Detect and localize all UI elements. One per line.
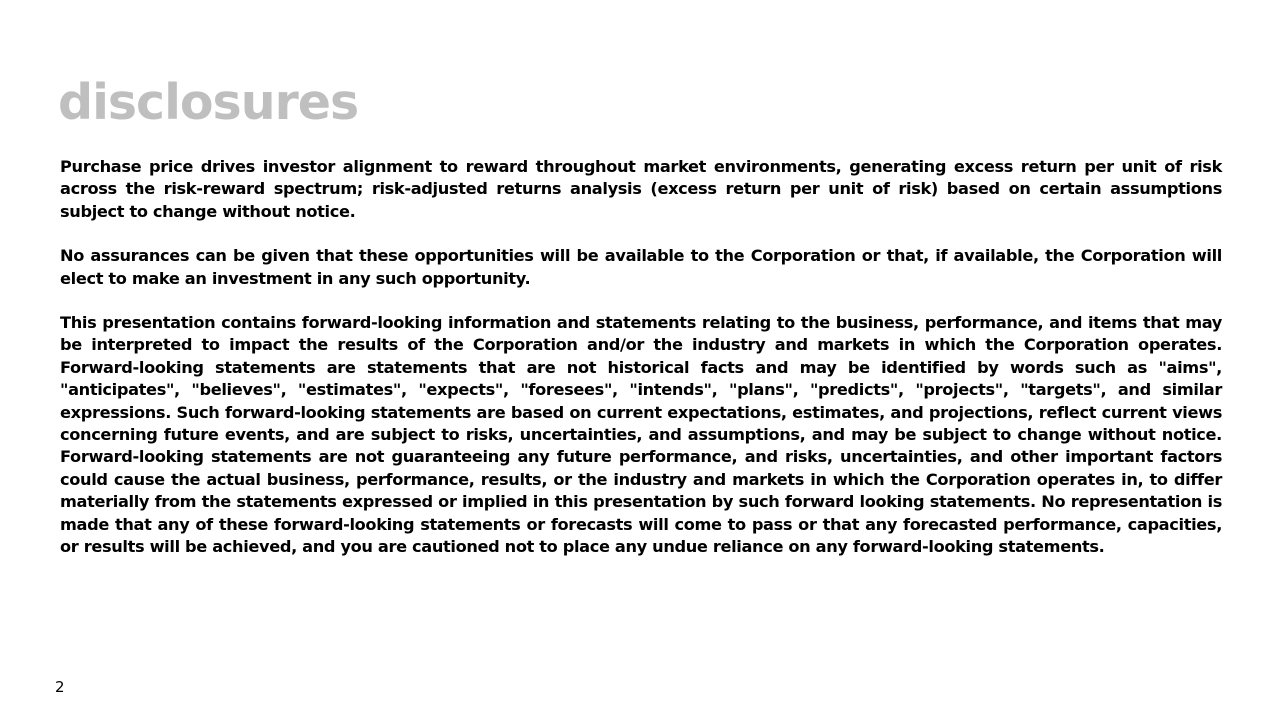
disclosure-paragraph-forward-looking: This presentation contains forward-looking information and statements relating to the business, performance, and items that may be interpreted to impact the results of the Corporation and/or the industry and markets in which the Corporation operates. Forward-looking statements are statements that are not historical facts and may be identified by words such as "aims", "anticipates", "believes", "estimates", "expects", "foresees", "intends", "plans", "predicts", "projects", "targets", and similar expressions. Such forward-looking statements are based on current expectations, estimates, and projections, reflect current views concerning future events, and are subject to risks, uncertainties, and assumptions, and may be subject to change without notice. Forward-looking statements are not guaranteeing any future performance, and risks, uncertainties, and other important factors could cause the actual business, performance, results, or the industry and markets in which the Corporation operates in, to differ materially from the statements expressed or implied in this presentation by such forward looking statements. No representation is made that any of these forward-looking statements or forecasts will come to pass or that any forecasted performance, capacities, or results will be achieved, and you are cautioned not to place any undue reliance on any forward-looking statements. xyxy=(60,313,1222,557)
disclosure-paragraph-risk: Purchase price drives investor alignment to reward throughout market environments, generating excess return per unit of risk across the risk-reward spectrum; risk-adjusted returns analysis (excess return per unit of risk) based on certain assumptions subject to change without notice. xyxy=(60,157,1222,221)
disclosure-paragraph-assurances: No assurances can be given that these opportunities will be available to the Corporation or that, if available, the Corporation will elect to make an investment in any such opportunity. xyxy=(60,246,1222,288)
page-number: 2 xyxy=(55,678,65,696)
disclosure-body xyxy=(60,156,1222,581)
slide-title: disclosures xyxy=(58,74,359,131)
